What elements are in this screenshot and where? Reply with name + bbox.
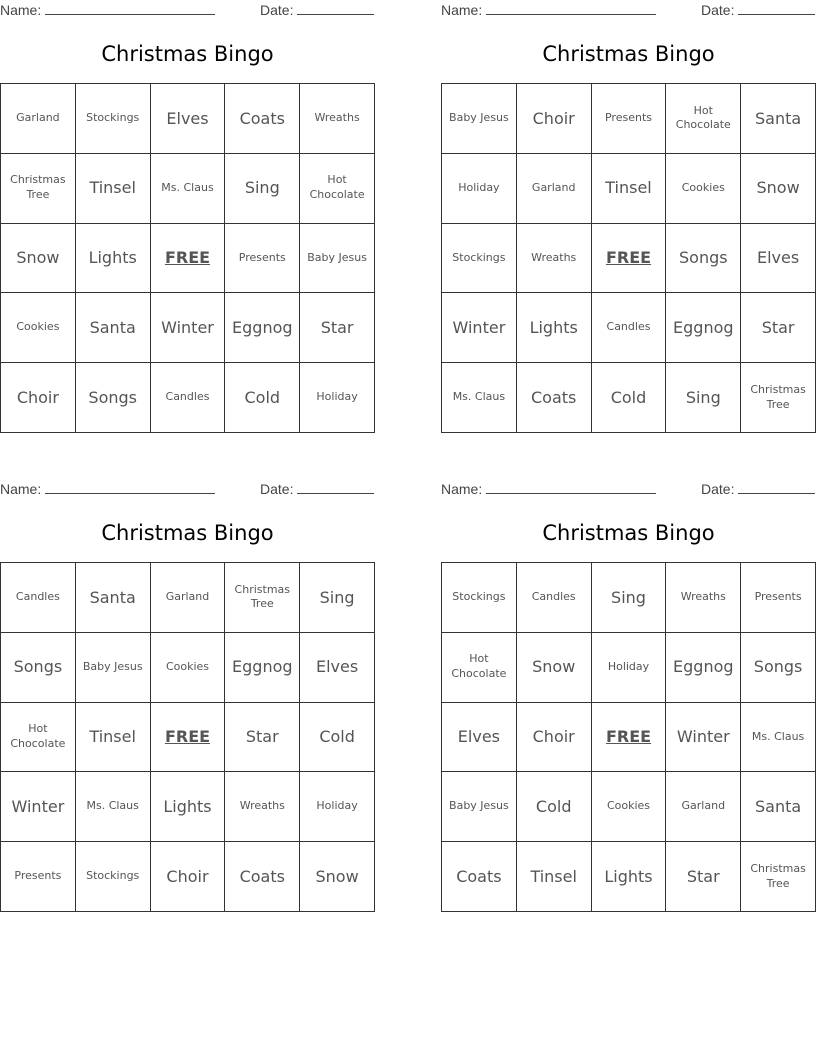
bingo-grid	[0, 83, 375, 433]
bingo-cell[interactable]: Sing	[592, 563, 667, 633]
bingo-cell[interactable]: Coats	[225, 84, 300, 154]
bingo-cell[interactable]: Ms. Claus	[76, 772, 151, 842]
bingo-cell[interactable]: Baby Jesus	[442, 772, 517, 842]
bingo-cell[interactable]: Choir	[151, 842, 226, 912]
name-field	[0, 2, 215, 20]
bingo-cell[interactable]: Coats	[442, 842, 517, 912]
free-space[interactable]: FREE	[151, 224, 226, 294]
name-field	[441, 481, 656, 499]
bingo-cell[interactable]: Choir	[517, 84, 592, 154]
card-title: Christmas Bingo	[101, 42, 274, 66]
bingo-cell[interactable]: Coats	[225, 842, 300, 912]
bingo-cell[interactable]: Winter	[1, 772, 76, 842]
bingo-cell[interactable]: Lights	[592, 842, 667, 912]
bingo-cell[interactable]: Wreaths	[300, 84, 375, 154]
bingo-cell[interactable]: Santa	[76, 293, 151, 363]
bingo-cell[interactable]: Candles	[592, 293, 667, 363]
bingo-cell[interactable]: Songs	[741, 633, 816, 703]
bingo-cell[interactable]: Baby Jesus	[442, 84, 517, 154]
bingo-cell[interactable]: Presents	[741, 563, 816, 633]
bingo-cell[interactable]: Christmas Tree	[741, 363, 816, 433]
date-label: Date:	[260, 2, 294, 18]
bingo-cell[interactable]: Ms. Claus	[741, 703, 816, 773]
name-blank-line[interactable]	[45, 2, 215, 15]
bingo-cell[interactable]: Star	[225, 703, 300, 773]
bingo-cell[interactable]: Garland	[151, 563, 226, 633]
bingo-cell[interactable]: Star	[741, 293, 816, 363]
bingo-cell[interactable]: Holiday	[442, 154, 517, 224]
date-label: Date:	[701, 481, 735, 497]
bingo-cell[interactable]: Snow	[517, 633, 592, 703]
bingo-cell[interactable]: Santa	[741, 84, 816, 154]
bingo-cell[interactable]: Cookies	[151, 633, 226, 703]
bingo-cell[interactable]: Hot Chocolate	[442, 633, 517, 703]
bingo-cell[interactable]: Cold	[225, 363, 300, 433]
bingo-cell[interactable]: Tinsel	[76, 154, 151, 224]
card-title: Christmas Bingo	[101, 521, 274, 545]
bingo-cell[interactable]: Winter	[666, 703, 741, 773]
bingo-cell[interactable]: Stockings	[442, 224, 517, 294]
date-label: Date:	[701, 2, 735, 18]
bingo-cell[interactable]: Ms. Claus	[151, 154, 226, 224]
bingo-cell[interactable]: Sing	[666, 363, 741, 433]
bingo-grid	[441, 83, 816, 433]
date-field	[701, 481, 815, 499]
bingo-cell[interactable]: Snow	[300, 842, 375, 912]
bingo-cell[interactable]: Wreaths	[517, 224, 592, 294]
bingo-cell[interactable]: Songs	[666, 224, 741, 294]
bingo-cell[interactable]: Winter	[151, 293, 226, 363]
date-blank-line[interactable]	[297, 2, 374, 15]
bingo-cell[interactable]: Cold	[517, 772, 592, 842]
date-field	[260, 481, 374, 499]
bingo-cell[interactable]: Tinsel	[592, 154, 667, 224]
name-label: Name:	[0, 481, 42, 497]
bingo-cell[interactable]: Songs	[76, 363, 151, 433]
bingo-cell[interactable]: Eggnog	[225, 293, 300, 363]
bingo-cell[interactable]: Lights	[76, 224, 151, 294]
bingo-cell[interactable]: Star	[300, 293, 375, 363]
bingo-cell[interactable]: Cookies	[1, 293, 76, 363]
bingo-cell[interactable]: Elves	[300, 633, 375, 703]
bingo-cell[interactable]: Baby Jesus	[300, 224, 375, 294]
bingo-cell[interactable]: Wreaths	[666, 563, 741, 633]
bingo-cell[interactable]: Ms. Claus	[442, 363, 517, 433]
bingo-cell[interactable]: Hot Chocolate	[1, 703, 76, 773]
date-label: Date:	[260, 481, 294, 497]
bingo-cell[interactable]: Tinsel	[76, 703, 151, 773]
bingo-cell[interactable]: Santa	[76, 563, 151, 633]
bingo-cell[interactable]: Tinsel	[517, 842, 592, 912]
free-space[interactable]: FREE	[151, 703, 226, 773]
bingo-cell[interactable]: Candles	[517, 563, 592, 633]
bingo-cell[interactable]: Coats	[517, 363, 592, 433]
bingo-cell[interactable]: Hot Chocolate	[666, 84, 741, 154]
bingo-cell[interactable]: Lights	[517, 293, 592, 363]
bingo-cell[interactable]: Eggnog	[666, 633, 741, 703]
name-label: Name:	[441, 481, 483, 497]
bingo-cell[interactable]: Christmas Tree	[741, 842, 816, 912]
name-field	[441, 2, 656, 20]
bingo-cell[interactable]: Stockings	[76, 84, 151, 154]
bingo-cell[interactable]: Eggnog	[666, 293, 741, 363]
bingo-cell[interactable]: Snow	[1, 224, 76, 294]
bingo-cell[interactable]: Cold	[592, 363, 667, 433]
bingo-cell[interactable]: Presents	[225, 224, 300, 294]
bingo-cell[interactable]: Cookies	[592, 772, 667, 842]
date-field	[701, 2, 815, 20]
bingo-cell[interactable]: Star	[666, 842, 741, 912]
bingo-cell[interactable]: Holiday	[592, 633, 667, 703]
name-blank-line[interactable]	[486, 2, 656, 15]
date-blank-line[interactable]	[297, 481, 374, 494]
bingo-cell[interactable]: Sing	[225, 154, 300, 224]
bingo-cell[interactable]: Garland	[517, 154, 592, 224]
name-blank-line[interactable]	[45, 481, 215, 494]
bingo-cell[interactable]: Baby Jesus	[76, 633, 151, 703]
bingo-cell[interactable]: Stockings	[442, 563, 517, 633]
bingo-cell[interactable]: Lights	[151, 772, 226, 842]
bingo-cell[interactable]: Candles	[151, 363, 226, 433]
bingo-cell[interactable]: Candles	[1, 563, 76, 633]
bingo-cell[interactable]: Eggnog	[225, 633, 300, 703]
bingo-grid	[0, 562, 375, 912]
name-field	[0, 481, 215, 499]
free-space[interactable]: FREE	[592, 703, 667, 773]
bingo-cell[interactable]: Cold	[300, 703, 375, 773]
bingo-cell[interactable]: Holiday	[300, 772, 375, 842]
bingo-cell[interactable]: Garland	[666, 772, 741, 842]
bingo-cell[interactable]: Stockings	[76, 842, 151, 912]
card-title: Christmas Bingo	[542, 42, 715, 66]
name-label: Name:	[441, 2, 483, 18]
bingo-cell[interactable]: Santa	[741, 772, 816, 842]
bingo-grid	[441, 562, 816, 912]
bingo-cell[interactable]: Christmas Tree	[1, 154, 76, 224]
bingo-cell[interactable]: Cookies	[666, 154, 741, 224]
bingo-cell[interactable]: Christmas Tree	[225, 563, 300, 633]
free-space[interactable]: FREE	[592, 224, 667, 294]
bingo-cell[interactable]: Presents	[592, 84, 667, 154]
bingo-cell[interactable]: Snow	[741, 154, 816, 224]
bingo-cell[interactable]: Presents	[1, 842, 76, 912]
bingo-cell[interactable]: Wreaths	[225, 772, 300, 842]
name-label: Name:	[0, 2, 42, 18]
bingo-cell[interactable]: Choir	[1, 363, 76, 433]
bingo-cell[interactable]: Garland	[1, 84, 76, 154]
bingo-cell[interactable]: Holiday	[300, 363, 375, 433]
bingo-cell[interactable]: Elves	[741, 224, 816, 294]
date-blank-line[interactable]	[738, 2, 815, 15]
bingo-cell[interactable]: Elves	[151, 84, 226, 154]
bingo-cell[interactable]: Songs	[1, 633, 76, 703]
bingo-cell[interactable]: Hot Chocolate	[300, 154, 375, 224]
bingo-cell[interactable]: Sing	[300, 563, 375, 633]
bingo-cell[interactable]: Elves	[442, 703, 517, 773]
date-field	[260, 2, 374, 20]
bingo-cell[interactable]: Choir	[517, 703, 592, 773]
name-blank-line[interactable]	[486, 481, 656, 494]
date-blank-line[interactable]	[738, 481, 815, 494]
card-title: Christmas Bingo	[542, 521, 715, 545]
bingo-cell[interactable]: Winter	[442, 293, 517, 363]
